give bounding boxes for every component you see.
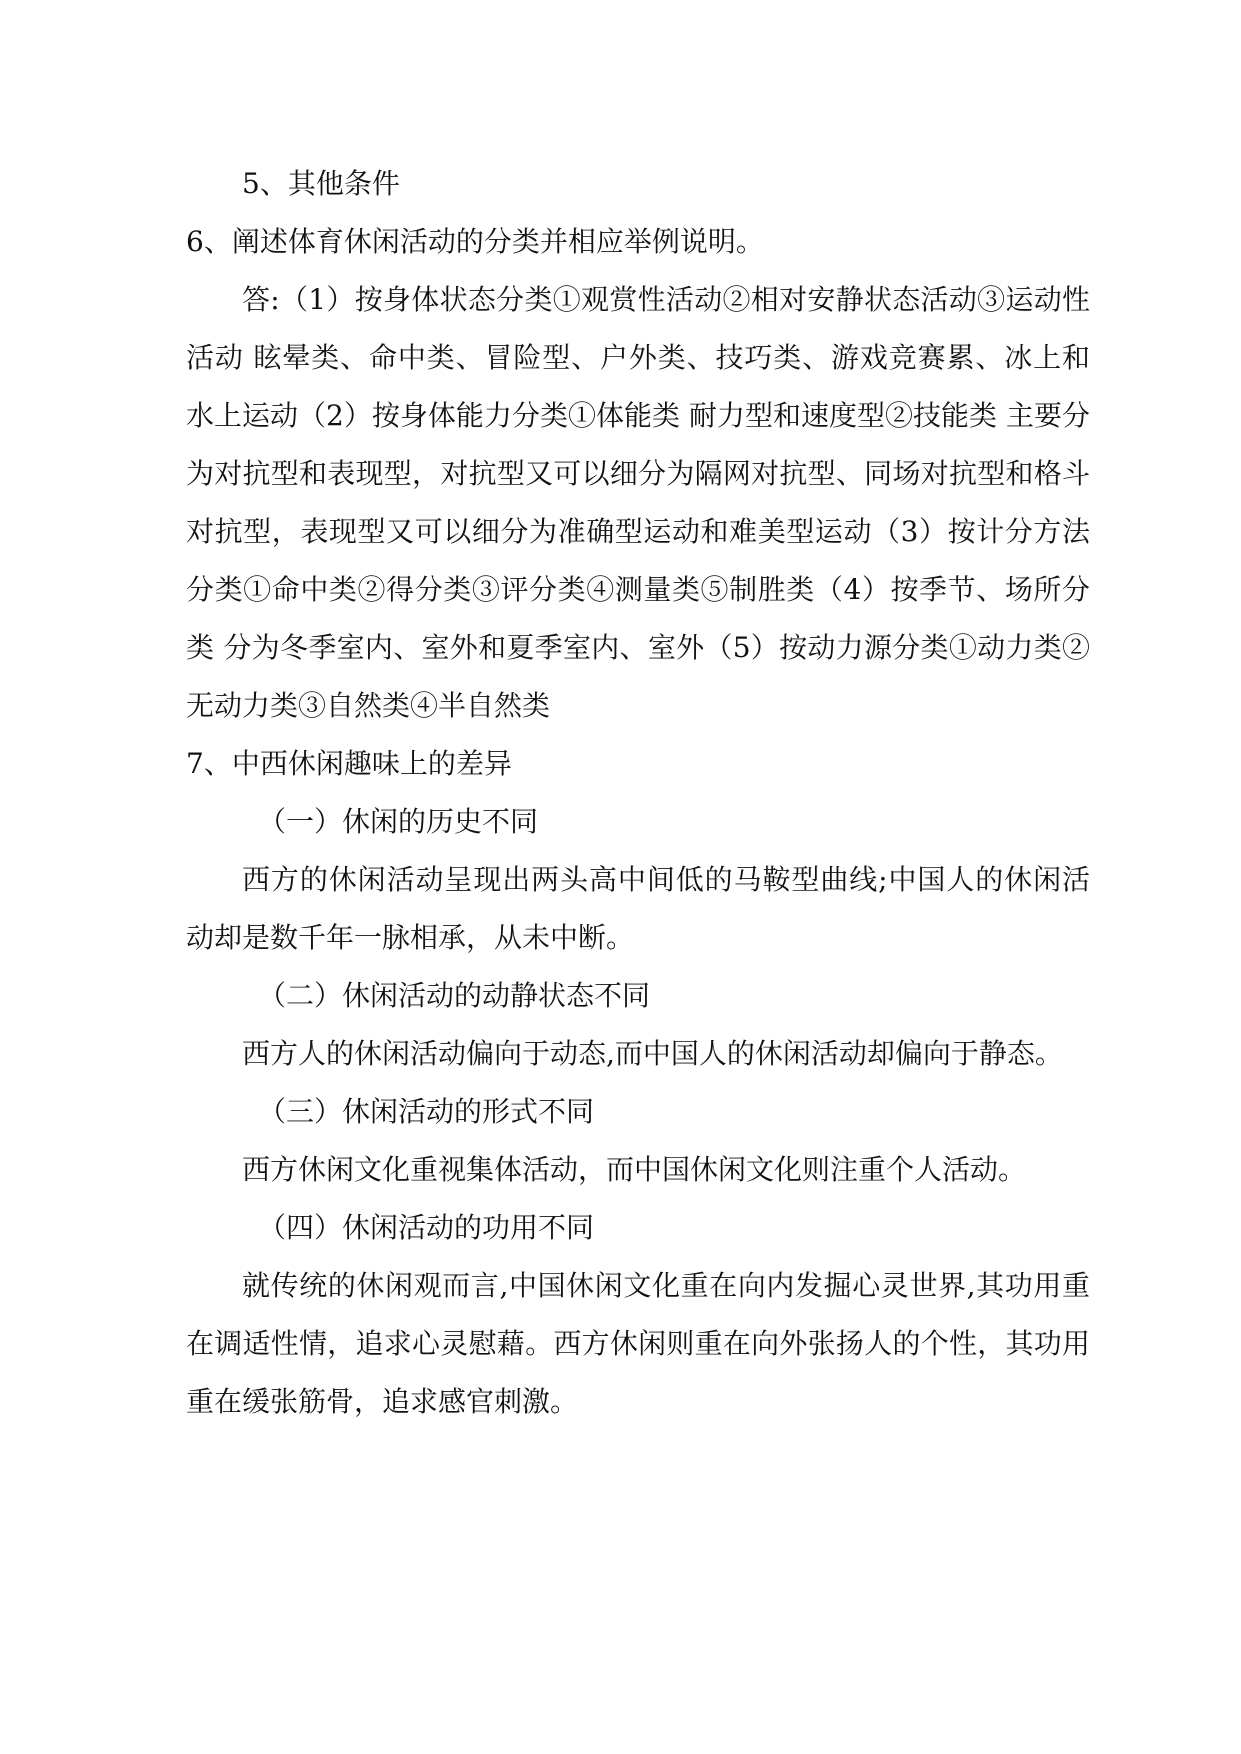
subheading-1-history: （一）休闲的历史不同 [258, 805, 539, 838]
document-body [186, 155, 1090, 1431]
question-6-heading: 6、阐述体育休闲活动的分类并相应举例说明。 [186, 225, 764, 258]
list-item-5-other-conditions: 5、其他条件 [242, 167, 400, 200]
paragraph-function: 就传统的休闲观而言,中国休闲文化重在向内发掘心灵世界,其功用重在调适性情，追求心灵慰藉。西方休闲则重在向外张扬人的个性，其功用重在缓张筋骨，追求感官刺激。 [186, 1269, 1090, 1418]
paragraph-form: 西方休闲文化重视集体活动，而中国休闲文化则注重个人活动。 [242, 1153, 1027, 1186]
question-7-heading: 7、中西休闲趣味上的差异 [186, 747, 512, 780]
paragraph-dynamic-static: 西方人的休闲活动偏向于动态,而中国人的休闲活动却偏向于静态。 [242, 1037, 1063, 1070]
subheading-3-form: （三）休闲活动的形式不同 [258, 1095, 595, 1128]
answer-6-paragraph: 答:（1）按身体状态分类①观赏性活动②相对安静状态活动③运动性活动 眩晕类、命中类、冒险型、户外类、技巧类、游戏竞赛累、冰上和水上运动（2）按身体能力分类①体能类 耐力型和速度型②技能类 主要分为对抗型和表现型，对抗型又可以细分为隔网对抗型、同场对抗型和格斗对抗型，表现型又可以细分为准确型运动和难美型运动（3）按计分方法分类①命中类②得分类③评分类④测量类⑤制胜类（4）按季节、场所分类 分为冬季室内、室外和夏季室内、室外（5）按动力源分类①动力类②无动力类③自然类④半自然类 [186, 283, 1090, 722]
subheading-2-dynamic-static: （二）休闲活动的动静状态不同 [258, 979, 651, 1012]
subheading-4-function: （四）休闲活动的功用不同 [258, 1211, 595, 1244]
paragraph-history: 西方的休闲活动呈现出两头高中间低的马鞍型曲线;中国人的休闲活动却是数千年一脉相承，从未中断。 [186, 863, 1090, 954]
